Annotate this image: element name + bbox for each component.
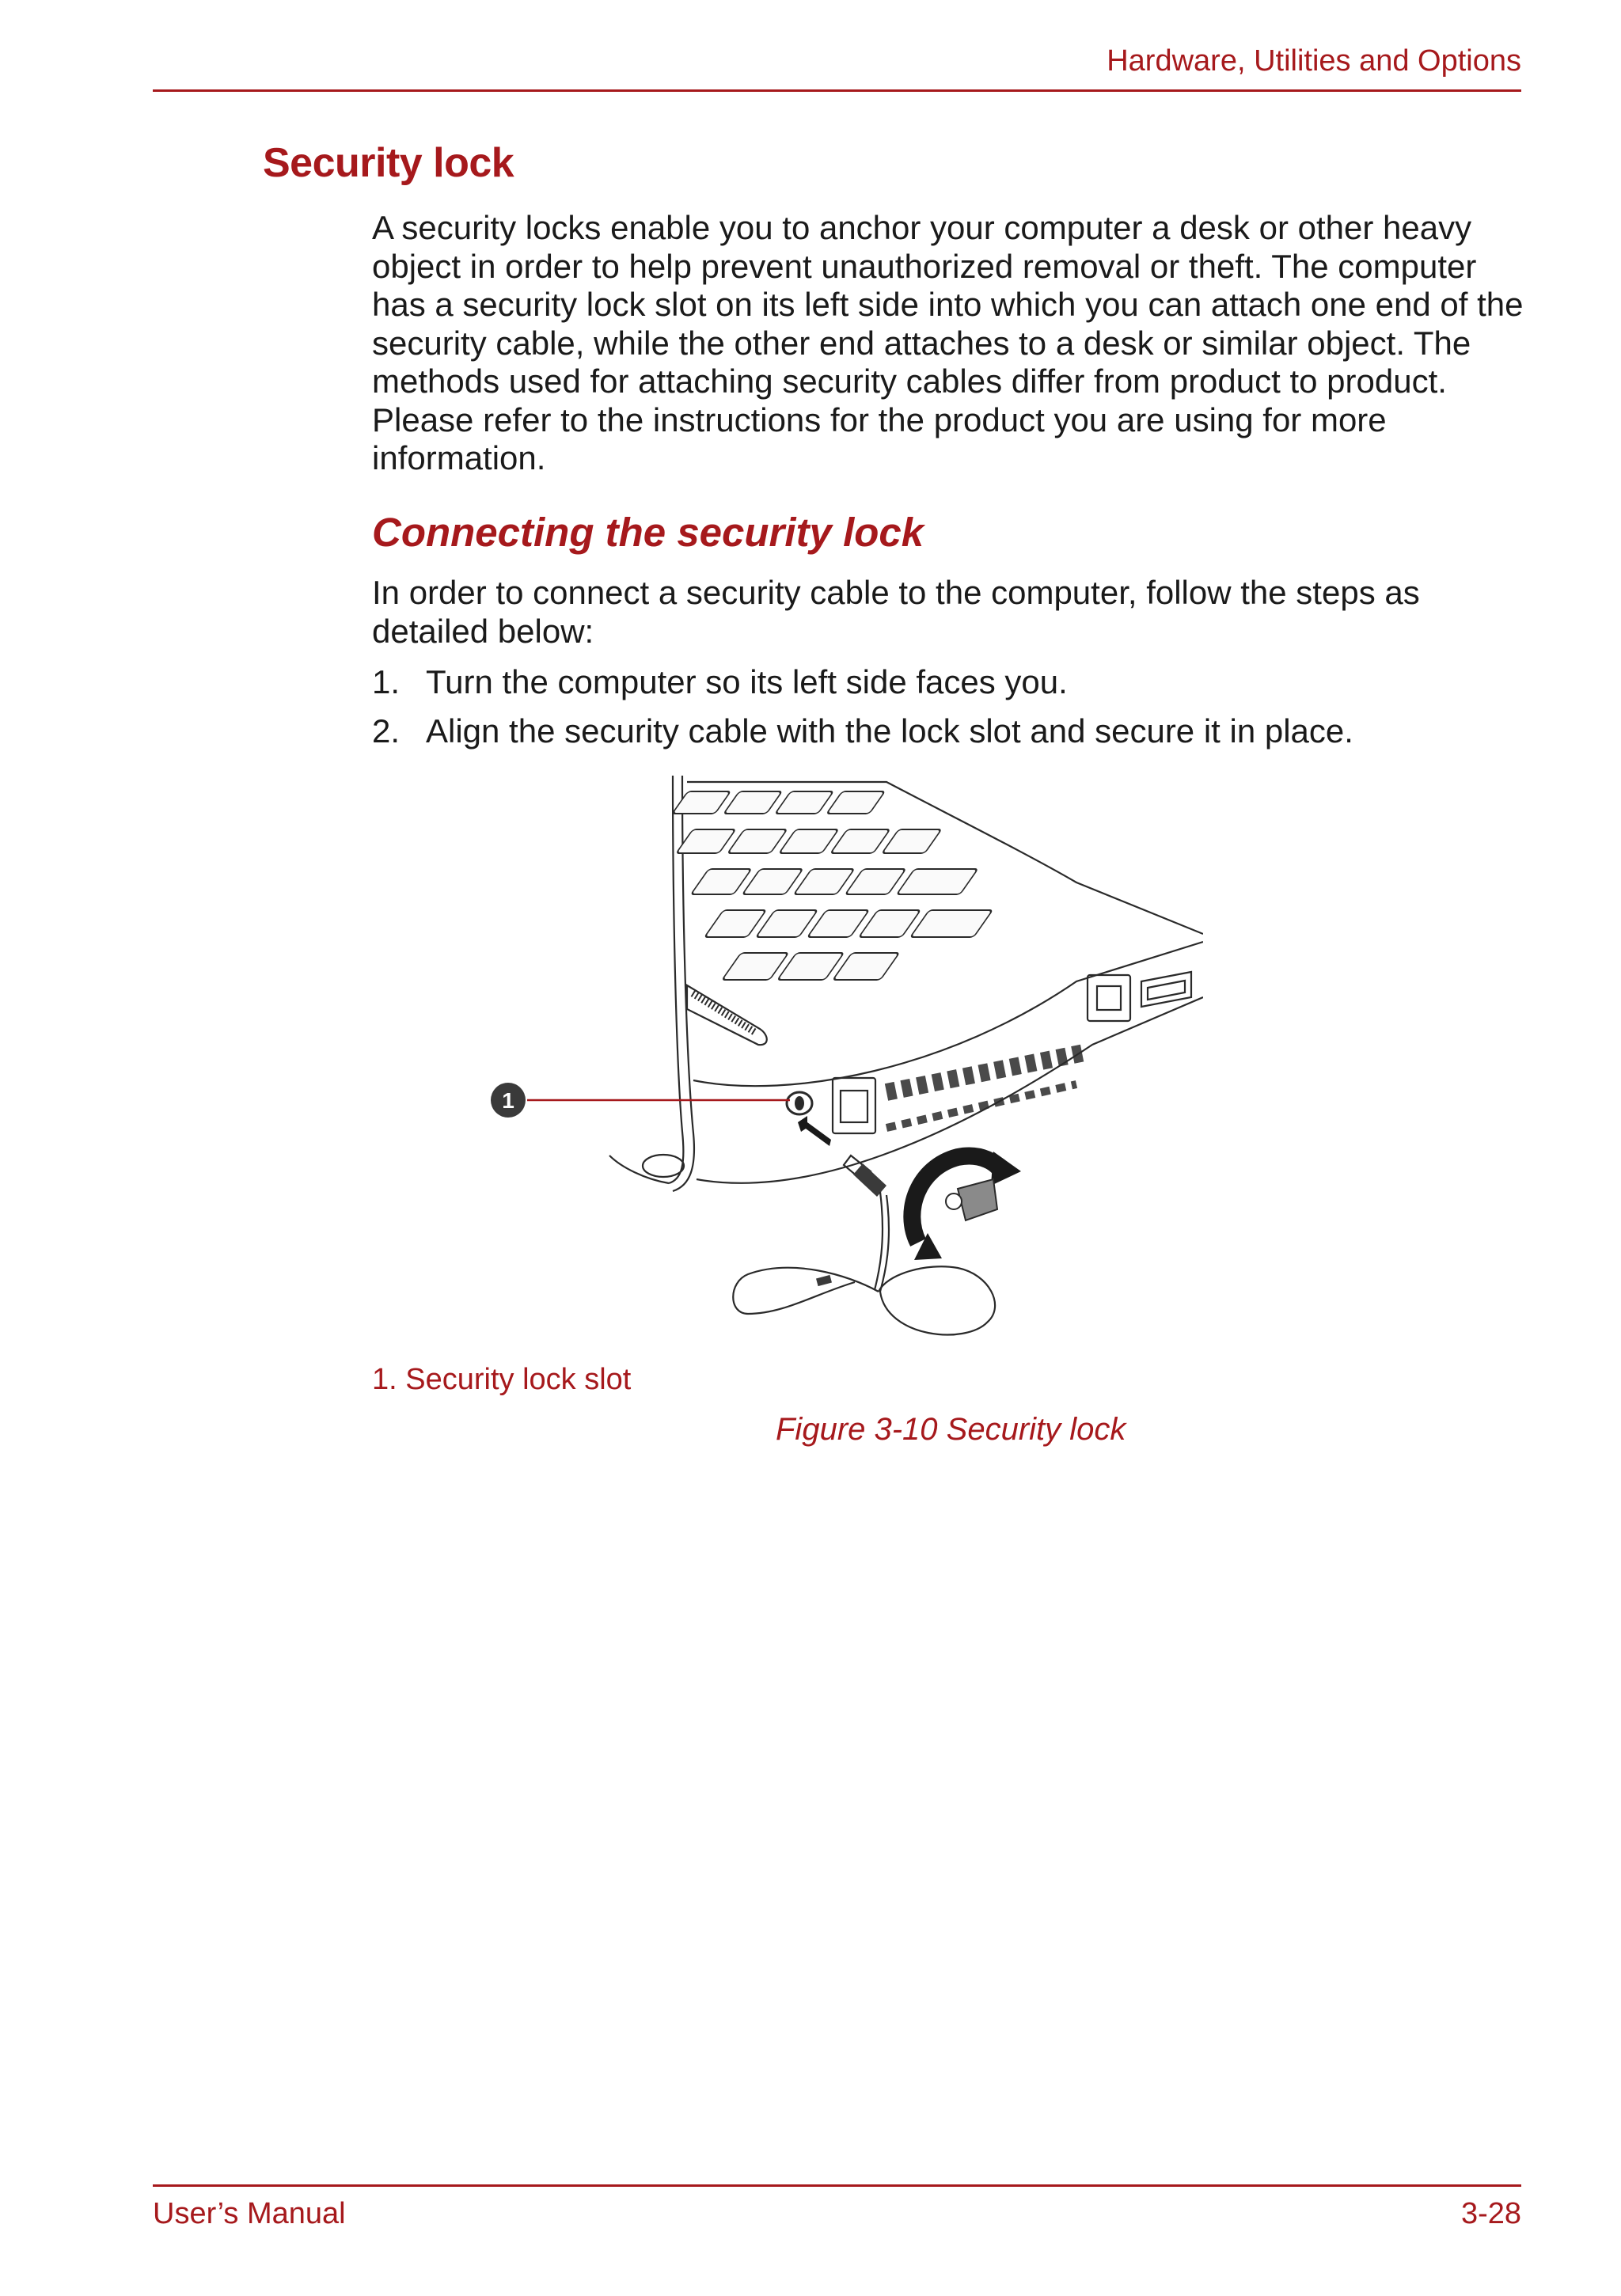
- step-text: Align the security cable with the lock slot and secure it in place.: [426, 712, 1353, 750]
- key: [704, 910, 766, 937]
- lan-port-icon: [1088, 975, 1130, 1021]
- vent-slots-lower: [886, 1084, 1076, 1128]
- security-lock-illustration: [475, 768, 1203, 1338]
- footer-manual-name: User’s Manual: [153, 2197, 346, 2230]
- key: [897, 869, 978, 894]
- key-icon: [958, 1179, 997, 1220]
- key: [691, 869, 751, 894]
- cable-crimp: [816, 1275, 832, 1286]
- key: [859, 910, 921, 937]
- key: [807, 910, 869, 937]
- steps-intro-paragraph: In order to connect a security cable to the computer, follow the steps as detailed below:: [372, 574, 1420, 650]
- callout-number: 1: [502, 1088, 514, 1113]
- footer-page-number: 3-28: [1460, 2197, 1521, 2230]
- key: [882, 829, 941, 853]
- key: [777, 953, 844, 980]
- footer-divider: [153, 2184, 1521, 2187]
- lan-port-inner: [841, 1091, 867, 1122]
- cable-loop-large: [879, 1266, 995, 1334]
- display-hinge: [609, 1156, 669, 1183]
- key: [742, 869, 803, 894]
- header-divider: [153, 89, 1521, 92]
- step-number: 1.: [372, 663, 401, 700]
- header-section-title: Hardware, Utilities and Options: [1107, 44, 1521, 78]
- rotate-arrow-head: [991, 1152, 1021, 1186]
- vent-grille: [886, 1053, 1084, 1128]
- speaker-grille: [687, 985, 767, 1045]
- figure-legend: 1. Security lock slot: [372, 1363, 632, 1396]
- key: [722, 953, 788, 980]
- security-lock-slot-hole: [795, 1096, 804, 1110]
- key: [794, 869, 854, 894]
- display-lid-edge: [669, 776, 683, 1183]
- key: [830, 829, 890, 853]
- hdmi-port-icon: [1141, 972, 1191, 1007]
- key: [826, 791, 885, 814]
- key-ring: [946, 1194, 962, 1209]
- key: [672, 791, 731, 814]
- key: [727, 829, 787, 853]
- laptop-foot: [643, 1155, 684, 1177]
- lan-port-inner: [1097, 986, 1121, 1010]
- intro-paragraph: A security locks enable you to anchor your computer a desk or other heavy object in order to help prevent unauthorized removal or theft. The computer has a security lock slot on its left side into which you can attach one end of the security cable, while the other end attaches to a desk or similar object. The methods used for attaching security cables differ from product to product. Please refer to the instructions for the product you are using for more information.: [372, 209, 1524, 476]
- key: [775, 791, 833, 814]
- cable-segment: [875, 1192, 883, 1290]
- step-number: 2.: [372, 712, 401, 750]
- subsection-heading: Connecting the security lock: [372, 510, 924, 555]
- lan-port-icon: [833, 1078, 875, 1133]
- section-heading: Security lock: [263, 140, 514, 186]
- lock-body: [853, 1163, 886, 1197]
- key: [756, 910, 818, 937]
- key: [845, 869, 905, 894]
- key: [833, 953, 899, 980]
- insert-arrow-icon: [798, 1116, 831, 1146]
- cable-loop-small: [733, 1268, 879, 1314]
- key: [910, 910, 993, 937]
- hdmi-port-inner: [1148, 981, 1185, 1000]
- key: [779, 829, 838, 853]
- keyboard: [672, 791, 993, 980]
- key: [676, 829, 735, 853]
- figure-caption: Figure 3-10 Security lock: [776, 1412, 1126, 1447]
- cable-lock: [733, 1152, 1021, 1334]
- key: [723, 791, 782, 814]
- step-text: Turn the computer so its left side faces you.: [426, 663, 1068, 700]
